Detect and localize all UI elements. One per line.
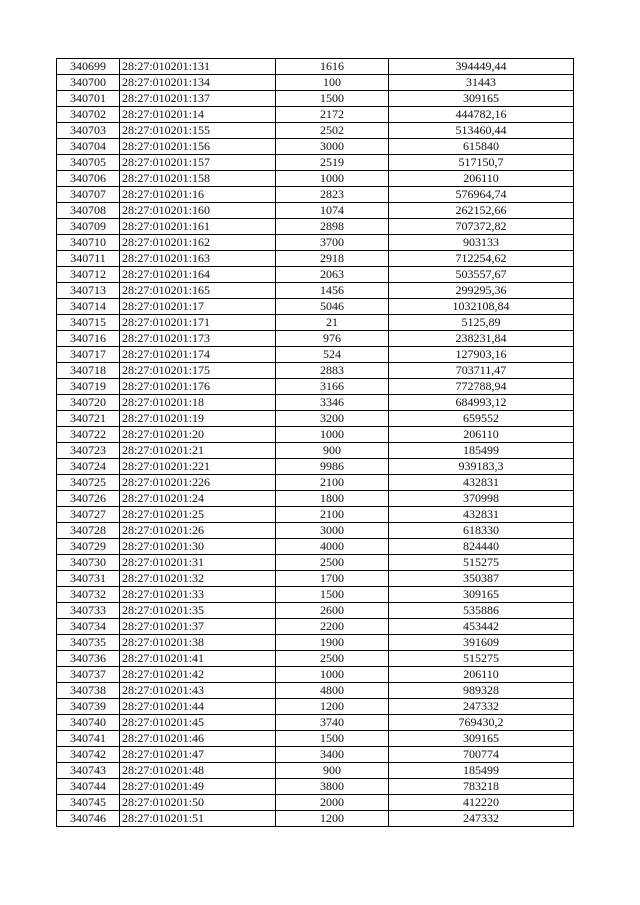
area-cell: 1200 — [276, 699, 389, 715]
row-number-cell: 340730 — [57, 555, 120, 571]
cadastral-number-cell: 28:27:010201:38 — [120, 635, 276, 651]
cadastral-number-cell: 28:27:010201:46 — [120, 731, 276, 747]
row-number-cell: 340705 — [57, 155, 120, 171]
cadastral-value-cell: 659552 — [389, 411, 574, 427]
area-cell: 2600 — [276, 603, 389, 619]
area-cell: 5046 — [276, 299, 389, 315]
table-row — [57, 347, 574, 363]
row-number-cell: 340706 — [57, 171, 120, 187]
table-row — [57, 731, 574, 747]
table-row — [57, 587, 574, 603]
table-row — [57, 315, 574, 331]
row-number-cell: 340731 — [57, 571, 120, 587]
area-cell: 1500 — [276, 91, 389, 107]
row-number-cell: 340745 — [57, 795, 120, 811]
cadastral-number-cell: 28:27:010201:48 — [120, 763, 276, 779]
cadastral-number-cell: 28:27:010201:43 — [120, 683, 276, 699]
cadastral-number-cell: 28:27:010201:20 — [120, 427, 276, 443]
cadastral-value-cell: 772788,94 — [389, 379, 574, 395]
cadastral-number-cell: 28:27:010201:51 — [120, 811, 276, 827]
row-number-cell: 340735 — [57, 635, 120, 651]
cadastral-value-cell: 432831 — [389, 507, 574, 523]
area-cell: 3800 — [276, 779, 389, 795]
table-row — [57, 395, 574, 411]
row-number-cell: 340725 — [57, 475, 120, 491]
table-row — [57, 459, 574, 475]
cadastral-number-cell: 28:27:010201:24 — [120, 491, 276, 507]
area-cell: 1500 — [276, 587, 389, 603]
cadastral-number-cell: 28:27:010201:47 — [120, 747, 276, 763]
area-cell: 2898 — [276, 219, 389, 235]
table-row — [57, 331, 574, 347]
table-row — [57, 283, 574, 299]
table-row — [57, 427, 574, 443]
area-cell: 2200 — [276, 619, 389, 635]
row-number-cell: 340721 — [57, 411, 120, 427]
table-row — [57, 443, 574, 459]
cadastral-value-cell: 206110 — [389, 667, 574, 683]
table-row — [57, 59, 574, 75]
table-row — [57, 91, 574, 107]
cadastral-value-cell: 444782,16 — [389, 107, 574, 123]
area-cell: 2500 — [276, 651, 389, 667]
area-cell: 2500 — [276, 555, 389, 571]
area-cell: 21 — [276, 315, 389, 331]
area-cell: 3346 — [276, 395, 389, 411]
cadastral-number-cell: 28:27:010201:226 — [120, 475, 276, 491]
cadastral-number-cell: 28:27:010201:137 — [120, 91, 276, 107]
area-cell: 900 — [276, 763, 389, 779]
area-cell: 2100 — [276, 507, 389, 523]
cadastral-number-cell: 28:27:010201:17 — [120, 299, 276, 315]
cadastral-number-cell: 28:27:010201:33 — [120, 587, 276, 603]
cadastral-value-cell: 769430,2 — [389, 715, 574, 731]
row-number-cell: 340704 — [57, 139, 120, 155]
cadastral-value-cell: 615840 — [389, 139, 574, 155]
cadastral-number-cell: 28:27:010201:155 — [120, 123, 276, 139]
cadastral-value-cell: 238231,84 — [389, 331, 574, 347]
table-row — [57, 667, 574, 683]
cadastral-value-cell: 412220 — [389, 795, 574, 811]
row-number-cell: 340740 — [57, 715, 120, 731]
row-number-cell: 340700 — [57, 75, 120, 91]
row-number-cell: 340715 — [57, 315, 120, 331]
area-cell: 3200 — [276, 411, 389, 427]
table-row — [57, 699, 574, 715]
cadastral-value-cell: 783218 — [389, 779, 574, 795]
area-cell: 2519 — [276, 155, 389, 171]
cadastral-number-cell: 28:27:010201:14 — [120, 107, 276, 123]
table-row — [57, 763, 574, 779]
area-cell: 4000 — [276, 539, 389, 555]
table-row — [57, 379, 574, 395]
area-cell: 976 — [276, 331, 389, 347]
table-row — [57, 795, 574, 811]
cadastral-value-cell: 299295,36 — [389, 283, 574, 299]
area-cell: 4800 — [276, 683, 389, 699]
area-cell: 2100 — [276, 475, 389, 491]
cadastral-number-cell: 28:27:010201:175 — [120, 363, 276, 379]
cadastral-number-cell: 28:27:010201:49 — [120, 779, 276, 795]
row-number-cell: 340733 — [57, 603, 120, 619]
area-cell: 1000 — [276, 427, 389, 443]
area-cell: 100 — [276, 75, 389, 91]
row-number-cell: 340729 — [57, 539, 120, 555]
row-number-cell: 340736 — [57, 651, 120, 667]
cadastral-number-cell: 28:27:010201:158 — [120, 171, 276, 187]
row-number-cell: 340714 — [57, 299, 120, 315]
cadastral-number-cell: 28:27:010201:134 — [120, 75, 276, 91]
row-number-cell: 340728 — [57, 523, 120, 539]
cadastral-value-cell: 262152,66 — [389, 203, 574, 219]
cadastral-value-cell: 503557,67 — [389, 267, 574, 283]
cadastral-number-cell: 28:27:010201:163 — [120, 251, 276, 267]
table-row — [57, 299, 574, 315]
cadastral-number-cell: 28:27:010201:30 — [120, 539, 276, 555]
cadastral-value-cell: 535886 — [389, 603, 574, 619]
table-row — [57, 123, 574, 139]
row-number-cell: 340739 — [57, 699, 120, 715]
row-number-cell: 340702 — [57, 107, 120, 123]
cadastral-value-cell: 824440 — [389, 539, 574, 555]
area-cell: 3000 — [276, 523, 389, 539]
row-number-cell: 340719 — [57, 379, 120, 395]
row-number-cell: 340709 — [57, 219, 120, 235]
cadastral-number-cell: 28:27:010201:41 — [120, 651, 276, 667]
cadastral-value-cell: 517150,7 — [389, 155, 574, 171]
table-row — [57, 635, 574, 651]
cadastral-value-cell: 391609 — [389, 635, 574, 651]
table-row — [57, 411, 574, 427]
row-number-cell: 340699 — [57, 59, 120, 75]
row-number-cell: 340707 — [57, 187, 120, 203]
cadastral-value-cell: 618330 — [389, 523, 574, 539]
table-row — [57, 683, 574, 699]
cadastral-value-cell: 453442 — [389, 619, 574, 635]
cadastral-value-cell: 5125,89 — [389, 315, 574, 331]
cadastral-value-cell: 370998 — [389, 491, 574, 507]
table-row — [57, 475, 574, 491]
cadastral-value-cell: 432831 — [389, 475, 574, 491]
row-number-cell: 340743 — [57, 763, 120, 779]
cadastral-number-cell: 28:27:010201:50 — [120, 795, 276, 811]
row-number-cell: 340726 — [57, 491, 120, 507]
row-number-cell: 340701 — [57, 91, 120, 107]
row-number-cell: 340741 — [57, 731, 120, 747]
row-number-cell: 340744 — [57, 779, 120, 795]
cadastral-number-cell: 28:27:010201:161 — [120, 219, 276, 235]
table-row — [57, 251, 574, 267]
table-row — [57, 107, 574, 123]
cadastral-number-cell: 28:27:010201:165 — [120, 283, 276, 299]
row-number-cell: 340720 — [57, 395, 120, 411]
table-row — [57, 235, 574, 251]
cadastral-number-cell: 28:27:010201:162 — [120, 235, 276, 251]
row-number-cell: 340716 — [57, 331, 120, 347]
cadastral-number-cell: 28:27:010201:42 — [120, 667, 276, 683]
area-cell: 1500 — [276, 731, 389, 747]
row-number-cell: 340717 — [57, 347, 120, 363]
table-row — [57, 715, 574, 731]
row-number-cell: 340713 — [57, 283, 120, 299]
row-number-cell: 340727 — [57, 507, 120, 523]
document-page — [56, 58, 574, 827]
table-body — [57, 59, 574, 827]
row-number-cell: 340724 — [57, 459, 120, 475]
area-cell: 3700 — [276, 235, 389, 251]
cadastral-number-cell: 28:27:010201:176 — [120, 379, 276, 395]
row-number-cell: 340734 — [57, 619, 120, 635]
table-row — [57, 75, 574, 91]
table-row — [57, 171, 574, 187]
area-cell: 1900 — [276, 635, 389, 651]
table-row — [57, 811, 574, 827]
cadastral-value-cell: 127903,16 — [389, 347, 574, 363]
cadastral-value-cell: 515275 — [389, 555, 574, 571]
area-cell: 1000 — [276, 171, 389, 187]
cadastral-value-cell: 989328 — [389, 683, 574, 699]
area-cell: 900 — [276, 443, 389, 459]
table-row — [57, 555, 574, 571]
cadastral-value-cell: 576964,74 — [389, 187, 574, 203]
cadastral-value-cell: 684993,12 — [389, 395, 574, 411]
cadastral-number-cell: 28:27:010201:16 — [120, 187, 276, 203]
cadastral-number-cell: 28:27:010201:45 — [120, 715, 276, 731]
cadastral-value-cell: 185499 — [389, 763, 574, 779]
cadastral-value-cell: 707372,82 — [389, 219, 574, 235]
table-row — [57, 491, 574, 507]
table-row — [57, 187, 574, 203]
area-cell: 2883 — [276, 363, 389, 379]
cadastral-number-cell: 28:27:010201:221 — [120, 459, 276, 475]
cadastral-number-cell: 28:27:010201:37 — [120, 619, 276, 635]
cadastral-number-cell: 28:27:010201:35 — [120, 603, 276, 619]
table-row — [57, 747, 574, 763]
row-number-cell: 340737 — [57, 667, 120, 683]
cadastral-number-cell: 28:27:010201:174 — [120, 347, 276, 363]
cadastral-value-cell: 712254,62 — [389, 251, 574, 267]
area-cell: 3400 — [276, 747, 389, 763]
area-cell: 1616 — [276, 59, 389, 75]
row-number-cell: 340742 — [57, 747, 120, 763]
area-cell: 1200 — [276, 811, 389, 827]
cadastral-value-cell: 309165 — [389, 587, 574, 603]
cadastral-number-cell: 28:27:010201:31 — [120, 555, 276, 571]
cadastral-number-cell: 28:27:010201:131 — [120, 59, 276, 75]
cadastral-number-cell: 28:27:010201:171 — [120, 315, 276, 331]
cadastral-value-cell: 309165 — [389, 731, 574, 747]
table-row — [57, 651, 574, 667]
row-number-cell: 340722 — [57, 427, 120, 443]
area-cell: 2063 — [276, 267, 389, 283]
cadastral-number-cell: 28:27:010201:19 — [120, 411, 276, 427]
cadastral-number-cell: 28:27:010201:44 — [120, 699, 276, 715]
table-row — [57, 523, 574, 539]
row-number-cell: 340718 — [57, 363, 120, 379]
cadastral-number-cell: 28:27:010201:164 — [120, 267, 276, 283]
table-row — [57, 219, 574, 235]
cadastral-number-cell: 28:27:010201:25 — [120, 507, 276, 523]
row-number-cell: 340711 — [57, 251, 120, 267]
cadastral-number-cell: 28:27:010201:157 — [120, 155, 276, 171]
area-cell: 2000 — [276, 795, 389, 811]
cadastral-number-cell: 28:27:010201:173 — [120, 331, 276, 347]
cadastral-value-cell: 31443 — [389, 75, 574, 91]
cadastral-value-cell: 513460,44 — [389, 123, 574, 139]
cadastral-value-cell: 703711,47 — [389, 363, 574, 379]
cadastral-value-cell: 394449,44 — [389, 59, 574, 75]
row-number-cell: 340738 — [57, 683, 120, 699]
table-row — [57, 603, 574, 619]
area-cell: 3740 — [276, 715, 389, 731]
area-cell: 1800 — [276, 491, 389, 507]
cadastral-number-cell: 28:27:010201:21 — [120, 443, 276, 459]
table-row — [57, 267, 574, 283]
area-cell: 2823 — [276, 187, 389, 203]
cadastral-number-cell: 28:27:010201:160 — [120, 203, 276, 219]
table-row — [57, 139, 574, 155]
row-number-cell: 340708 — [57, 203, 120, 219]
area-cell: 2172 — [276, 107, 389, 123]
table-row — [57, 779, 574, 795]
table-row — [57, 539, 574, 555]
cadastral-value-cell: 1032108,84 — [389, 299, 574, 315]
table-row — [57, 155, 574, 171]
cadastral-number-cell: 28:27:010201:18 — [120, 395, 276, 411]
area-cell: 1074 — [276, 203, 389, 219]
table-row — [57, 507, 574, 523]
cadastral-value-cell: 185499 — [389, 443, 574, 459]
cadastral-value-cell: 206110 — [389, 427, 574, 443]
row-number-cell: 340712 — [57, 267, 120, 283]
cadastral-value-cell: 515275 — [389, 651, 574, 667]
area-cell: 2502 — [276, 123, 389, 139]
area-cell: 1456 — [276, 283, 389, 299]
cadastral-value-cell: 903133 — [389, 235, 574, 251]
cadastral-number-cell: 28:27:010201:26 — [120, 523, 276, 539]
table-row — [57, 363, 574, 379]
cadastral-value-cell: 247332 — [389, 699, 574, 715]
cadastral-value-cell: 206110 — [389, 171, 574, 187]
row-number-cell: 340703 — [57, 123, 120, 139]
cadastral-number-cell: 28:27:010201:156 — [120, 139, 276, 155]
row-number-cell: 340723 — [57, 443, 120, 459]
table-row — [57, 619, 574, 635]
area-cell: 1700 — [276, 571, 389, 587]
area-cell: 2918 — [276, 251, 389, 267]
table-row — [57, 571, 574, 587]
cadastral-value-cell: 247332 — [389, 811, 574, 827]
area-cell: 3000 — [276, 139, 389, 155]
area-cell: 3166 — [276, 379, 389, 395]
area-cell: 524 — [276, 347, 389, 363]
cadastral-value-cell: 700774 — [389, 747, 574, 763]
row-number-cell: 340710 — [57, 235, 120, 251]
row-number-cell: 340746 — [57, 811, 120, 827]
area-cell: 9986 — [276, 459, 389, 475]
area-cell: 1000 — [276, 667, 389, 683]
cadastral-value-cell: 350387 — [389, 571, 574, 587]
cadastral-value-table — [56, 58, 574, 827]
table-row — [57, 203, 574, 219]
cadastral-value-cell: 939183,3 — [389, 459, 574, 475]
cadastral-number-cell: 28:27:010201:32 — [120, 571, 276, 587]
cadastral-value-cell: 309165 — [389, 91, 574, 107]
row-number-cell: 340732 — [57, 587, 120, 603]
